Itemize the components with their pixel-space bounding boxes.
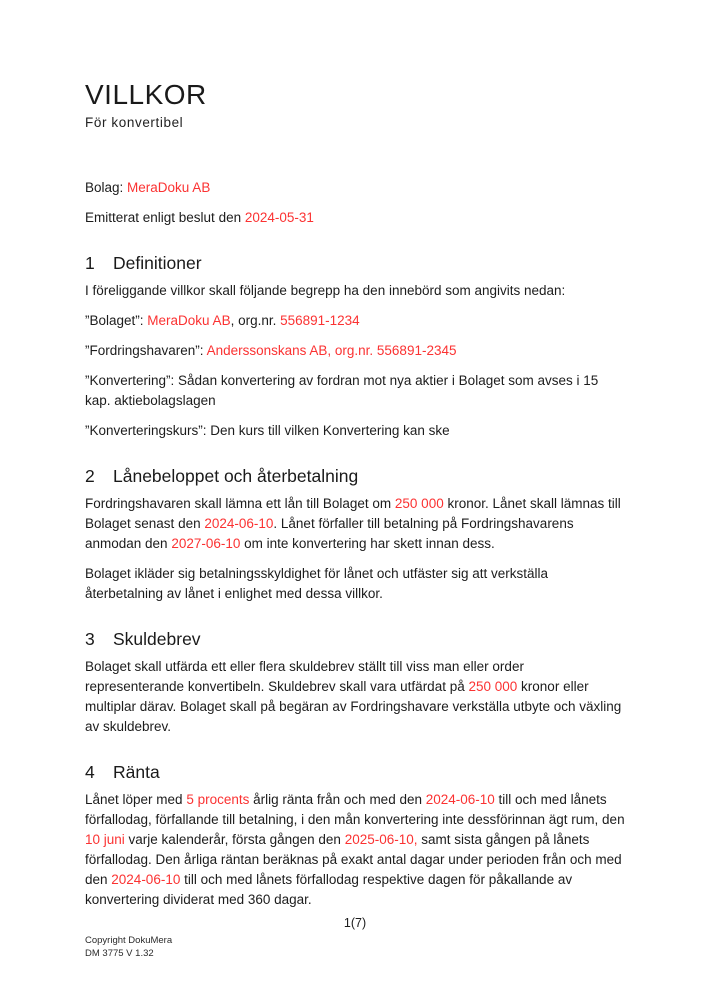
intro-line xyxy=(85,178,625,198)
section-number: 4 xyxy=(85,762,95,782)
footer-copyright-block xyxy=(85,934,172,960)
section-heading xyxy=(85,761,625,783)
text-run: till och med lånets förfallodag respektive dagen för påkallande av konvertering dividerat med 360 dagar. xyxy=(85,872,573,907)
highlighted-value: 2025-06-10, xyxy=(344,832,418,847)
text-run: ”Konverteringskurs”: Den kurs till vilken Konvertering kan ske xyxy=(85,423,450,438)
highlighted-value: MeraDoku AB xyxy=(147,313,231,328)
text-run: ”Konvertering”: Sådan konvertering av fordran mot nya aktier i Bolaget som avses i 15 kap. aktiebolagslagen xyxy=(85,373,599,408)
text-run: Fordringshavaren skall lämna ett lån till Bolaget om xyxy=(85,496,395,511)
section-paragraph xyxy=(85,281,625,301)
section-paragraph xyxy=(85,564,625,604)
section-heading xyxy=(85,628,625,650)
section-paragraph xyxy=(85,421,625,441)
text-run: Bolaget ikläder sig betalningsskyldighet för lånet och utfäster sig att verkställa återbetalning av lånet i enlighet med dessa villkor. xyxy=(85,566,549,601)
section-number: 3 xyxy=(85,629,95,649)
intro-block xyxy=(85,178,625,228)
page-number: 1(7) xyxy=(343,916,367,930)
text-run: ”Fordringshavaren”: xyxy=(85,343,207,358)
copyright-line: Copyright DokuMera xyxy=(85,935,173,946)
text-run: I föreliggande villkor skall följande begrepp ha den innebörd som angivits nedan: xyxy=(85,283,566,298)
highlighted-value: 2024-05-31 xyxy=(244,210,314,225)
section-heading-label: Ränta xyxy=(113,762,160,782)
highlighted-value: 556891-1234 xyxy=(280,313,360,328)
section-number: 2 xyxy=(85,466,95,486)
highlighted-value: 250 000 xyxy=(468,679,518,694)
document-subtitle: För konvertibel xyxy=(85,115,184,130)
text-run: om inte konvertering har skett innan dess. xyxy=(240,536,495,551)
section xyxy=(85,252,625,441)
section-paragraph xyxy=(85,311,625,331)
text-run: samt sista gången på lånets förfallodag. Den årliga räntan beräknas på exakt antal dagar under perioden från och med den xyxy=(85,832,622,887)
text-run: ”Bolaget”: xyxy=(85,313,148,328)
highlighted-value: MeraDoku AB xyxy=(127,180,211,195)
text-run: årlig ränta från och med den xyxy=(249,792,426,807)
section-heading xyxy=(85,465,625,487)
section xyxy=(85,761,625,910)
highlighted-value: 2024-06-10 xyxy=(425,792,495,807)
section-heading-label: Definitioner xyxy=(113,253,202,273)
text-run: kronor. Lånet skall lämnas till Bolaget senast den xyxy=(85,496,621,531)
text-run: Lånet löper med xyxy=(85,792,187,807)
text-run: varje kalenderår, första gången den xyxy=(124,832,345,847)
text-run: kronor eller multiplar därav. Bolaget skall på begäran av Fordringshavare verkställa utbyte och växling av skuldebrev. xyxy=(85,679,622,734)
highlighted-value: 5 procents xyxy=(186,792,250,807)
text-run: , org.nr. xyxy=(230,313,281,328)
document-content xyxy=(85,0,625,920)
text-run: Bolag: xyxy=(85,180,128,195)
section-heading-label: Lånebeloppet och återbetalning xyxy=(113,466,359,486)
text-run: till och med lånets förfallodag, förfallande till betalning, i den mån konvertering inte dessförinnan ägt rum, den xyxy=(85,792,625,827)
section-heading-label: Skuldebrev xyxy=(113,629,201,649)
sections-container xyxy=(85,252,625,910)
section-paragraph xyxy=(85,657,625,737)
section xyxy=(85,465,625,604)
section-paragraph xyxy=(85,494,625,554)
intro-line xyxy=(85,208,625,228)
text-run: Bolaget skall utfärda ett eller flera skuldebrev ställt till viss man eller order representerande konvertibeln. Skuldebrev skall vara utfärdat på xyxy=(85,659,524,694)
doc-id-line: DM 3775 V 1.32 xyxy=(85,948,154,959)
highlighted-value: 2027-06-10 xyxy=(171,536,241,551)
text-run: . Lånet förfaller till betalning på Fordringshavarens anmodan den xyxy=(85,516,574,551)
section-number: 1 xyxy=(85,253,95,273)
highlighted-value: Anderssonskans AB, org.nr. 556891-2345 xyxy=(206,343,457,358)
document-title: VILLKOR xyxy=(85,79,207,110)
highlighted-value: 250 000 xyxy=(394,496,444,511)
text-run: Emitterat enligt beslut den xyxy=(85,210,245,225)
section xyxy=(85,628,625,737)
section-paragraph xyxy=(85,790,625,910)
highlighted-value: 2024-06-10 xyxy=(111,872,181,887)
section-paragraph xyxy=(85,341,625,361)
section-paragraph xyxy=(85,371,625,411)
highlighted-value: 2024-06-10 xyxy=(204,516,274,531)
highlighted-value: 10 juni xyxy=(85,832,125,847)
section-heading xyxy=(85,252,625,274)
